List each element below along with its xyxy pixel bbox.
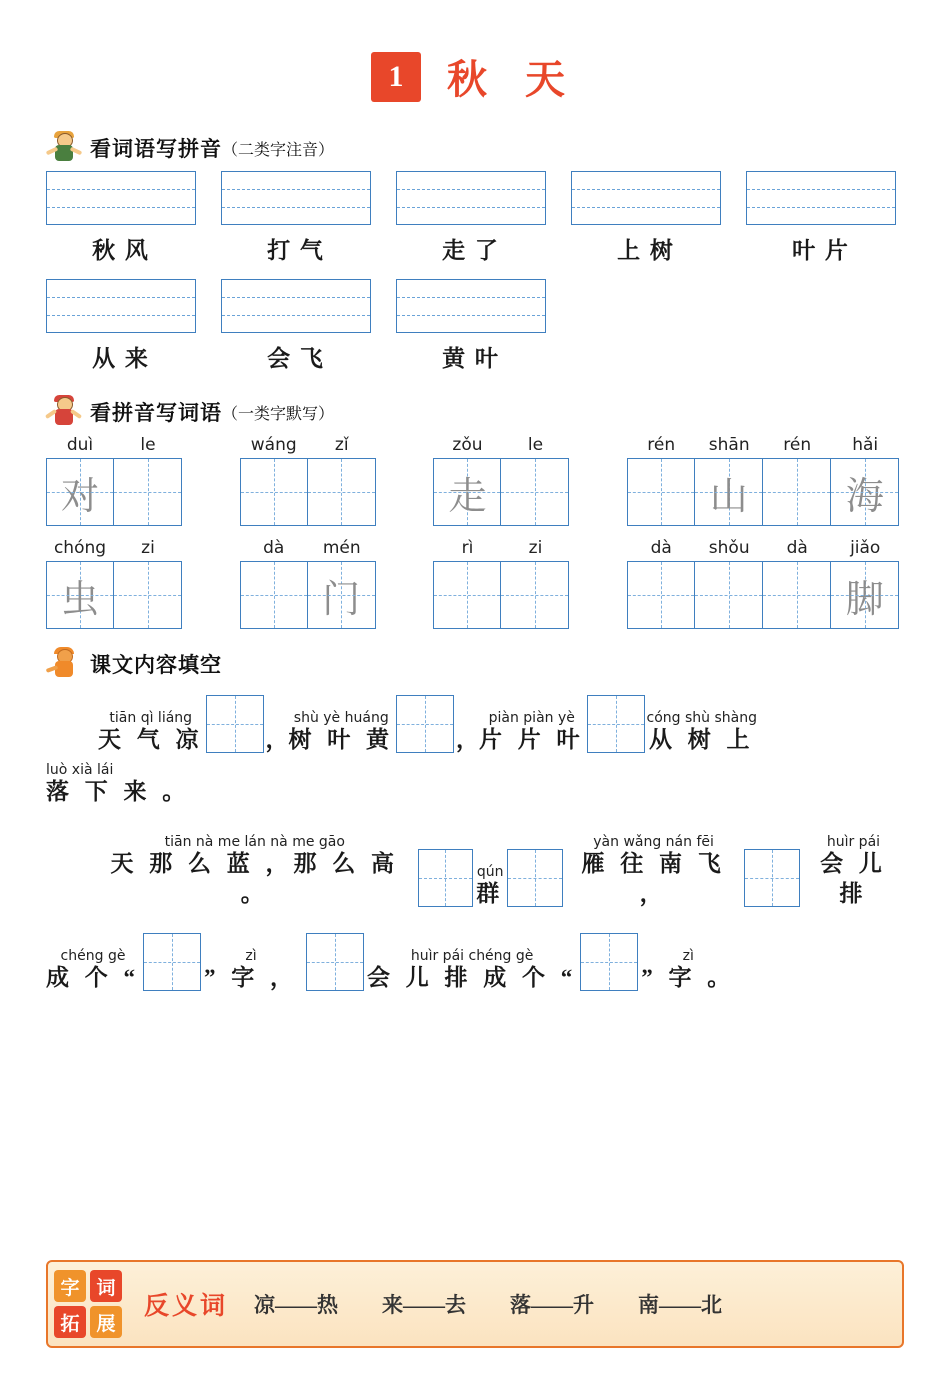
tianzige-group bbox=[433, 458, 627, 526]
written-char bbox=[501, 562, 568, 628]
tianzige-cell[interactable] bbox=[308, 561, 376, 629]
written-char bbox=[763, 562, 830, 628]
ruby-text bbox=[98, 835, 412, 909]
ruby-text bbox=[46, 949, 140, 993]
pinyin-four-line-box[interactable] bbox=[221, 171, 371, 225]
pinyin-four-line-box[interactable] bbox=[396, 171, 546, 225]
ruby-text bbox=[367, 949, 577, 993]
pinyin-syllable: le bbox=[527, 435, 544, 455]
pinyin-write-row-2 bbox=[46, 279, 904, 373]
pinyin-four-line-box[interactable] bbox=[571, 171, 721, 225]
antonym-pair: 来——去 bbox=[382, 1293, 467, 1317]
tianzige-group bbox=[240, 458, 434, 526]
pinyin-four-line-box[interactable] bbox=[396, 279, 546, 333]
word-label: 打 气 bbox=[267, 238, 325, 263]
tianzige-cell[interactable] bbox=[308, 458, 376, 526]
banner-title: 反义词 bbox=[144, 1293, 229, 1320]
written-char bbox=[241, 459, 307, 525]
hanzi-text: 树 叶 黄 bbox=[288, 727, 394, 752]
pinyin-syllable: le bbox=[140, 435, 156, 455]
pinyin-annotation: luò xià lái bbox=[46, 762, 114, 778]
answer-tianzige[interactable] bbox=[143, 933, 201, 991]
answer-tianzige[interactable] bbox=[206, 695, 264, 753]
answer-tianzige[interactable] bbox=[744, 849, 800, 907]
pinyin-four-line-box[interactable] bbox=[221, 279, 371, 333]
pinyin-syllable: zi bbox=[141, 538, 155, 558]
hanzi-text: 成 个 “ bbox=[46, 965, 140, 990]
pinyin-annotation: huìr pái bbox=[826, 834, 881, 850]
pinyin-four-line-box[interactable] bbox=[746, 171, 896, 225]
answer-tianzige[interactable] bbox=[418, 849, 474, 907]
fill-in-line-1 bbox=[46, 695, 904, 755]
tianzige-group bbox=[46, 458, 240, 526]
fill-in-line-4 bbox=[46, 933, 904, 993]
pinyin-labels bbox=[433, 435, 627, 455]
written-char: 对 bbox=[60, 475, 99, 518]
antonym-banner bbox=[46, 1260, 904, 1348]
pinyin-labels bbox=[433, 538, 627, 558]
pinyin-annotation: yàn wǎng nán fēi bbox=[593, 834, 714, 850]
pinyin-syllable: dà bbox=[263, 538, 285, 558]
hanzi-text: 群 bbox=[476, 881, 505, 906]
tianzige-cell[interactable] bbox=[46, 561, 114, 629]
pinyin-labels bbox=[46, 538, 240, 558]
pinyin-syllable: hǎi bbox=[852, 435, 879, 455]
tianzige-cell[interactable] bbox=[627, 458, 695, 526]
fox-icon bbox=[46, 647, 82, 681]
banner-badge bbox=[46, 1262, 130, 1346]
written-char bbox=[501, 459, 568, 525]
written-char: 门 bbox=[322, 578, 361, 621]
tianzige-cell[interactable] bbox=[501, 561, 569, 629]
tianzige-cell[interactable] bbox=[240, 458, 308, 526]
section-title-2: 看拼音写词语 bbox=[90, 401, 222, 425]
ruby-text bbox=[476, 865, 504, 909]
pinyin-four-line-box[interactable] bbox=[46, 279, 196, 333]
word-label: 走 了 bbox=[442, 238, 500, 263]
pinyin-syllable: rén bbox=[647, 435, 676, 455]
pinyin-labels bbox=[240, 435, 434, 455]
ruby-text bbox=[479, 711, 585, 755]
hanzi-text: 会 儿 排 bbox=[820, 851, 887, 906]
lesson-title: 秋 天 bbox=[447, 57, 579, 102]
ruby-text bbox=[647, 711, 757, 755]
pinyin-annotation: tiān nà me lán nà me gāo bbox=[164, 834, 345, 850]
written-char: 海 bbox=[845, 475, 884, 518]
pinyin-syllable: rén bbox=[783, 435, 812, 455]
hanzi-text: 从 树 上 bbox=[648, 727, 755, 752]
tianzige-cell[interactable] bbox=[831, 458, 899, 526]
tianzige-cell[interactable] bbox=[627, 561, 695, 629]
tianzige-cell[interactable] bbox=[501, 458, 569, 526]
pinyin-syllable: dà bbox=[786, 538, 808, 558]
antonym-pair: 南——北 bbox=[638, 1293, 723, 1317]
tianzige-cell[interactable] bbox=[240, 561, 308, 629]
written-char: 走 bbox=[448, 475, 487, 518]
tianzige-cell[interactable] bbox=[831, 561, 899, 629]
page-title bbox=[46, 48, 904, 105]
pinyin-labels bbox=[46, 435, 240, 455]
tianzige-group bbox=[627, 561, 904, 629]
fill-in-line-2 bbox=[46, 763, 904, 807]
pinyin-write-row-1 bbox=[46, 171, 904, 265]
antonym-list bbox=[254, 1289, 766, 1319]
badge-char: 展 bbox=[90, 1306, 122, 1338]
tianzige-cell[interactable] bbox=[46, 458, 114, 526]
pinyin-syllable: shǒu bbox=[708, 538, 750, 558]
hanzi-text: 会 儿 排 成 个 “ bbox=[367, 965, 578, 990]
tianzige-cell[interactable] bbox=[433, 458, 501, 526]
tianzige-group bbox=[433, 561, 627, 629]
tianzige-group bbox=[240, 561, 434, 629]
punctuation: ， bbox=[265, 727, 289, 752]
written-char bbox=[308, 459, 375, 525]
word-label: 上 树 bbox=[617, 238, 675, 263]
hanzi-text: 雁 往 南 飞 ， bbox=[581, 851, 726, 906]
pinyin-labels bbox=[627, 538, 904, 558]
boy-with-hat-icon bbox=[46, 131, 82, 165]
pinyin-four-line-box[interactable] bbox=[46, 171, 196, 225]
pinyin-syllable: jiǎo bbox=[850, 538, 881, 558]
answer-tianzige[interactable] bbox=[580, 933, 638, 991]
answer-tianzige[interactable] bbox=[396, 695, 454, 753]
written-char bbox=[628, 562, 694, 628]
tianzige-cell[interactable] bbox=[695, 561, 763, 629]
pinyin-syllable: chóng bbox=[53, 538, 107, 558]
word-label: 秋 风 bbox=[92, 238, 150, 263]
punctuation: ， bbox=[456, 727, 479, 752]
ruby-text bbox=[46, 763, 190, 807]
answer-tianzige[interactable] bbox=[306, 933, 364, 991]
pinyin-syllable: zǐ bbox=[334, 435, 349, 455]
pinyin-annotation: chéng gè bbox=[60, 948, 126, 964]
ruby-text bbox=[204, 949, 298, 993]
ruby-text bbox=[566, 835, 741, 909]
antonym-pair: 凉——热 bbox=[254, 1293, 339, 1317]
tianzige-cell[interactable] bbox=[114, 561, 182, 629]
hanzi-text: ” 字 。 bbox=[641, 965, 736, 990]
written-char: 脚 bbox=[845, 578, 884, 621]
tianzige-cell[interactable] bbox=[433, 561, 501, 629]
fill-in-line-3 bbox=[46, 835, 904, 909]
word-label: 会 飞 bbox=[267, 346, 325, 371]
ruby-text bbox=[98, 711, 204, 755]
answer-tianzige[interactable] bbox=[507, 849, 563, 907]
written-char bbox=[434, 562, 500, 628]
pinyin-syllable: mén bbox=[322, 538, 361, 558]
written-char: 山 bbox=[709, 475, 748, 518]
ruby-text bbox=[641, 949, 735, 993]
written-char bbox=[763, 459, 830, 525]
section-header-1 bbox=[46, 131, 904, 165]
hanzi-text: 片 片 叶 bbox=[479, 727, 585, 752]
tianzige-group bbox=[46, 561, 240, 629]
hanzi-text: 天 气 凉 bbox=[98, 727, 204, 752]
worksheet-page bbox=[0, 48, 950, 1392]
pinyin-annotation: qún bbox=[476, 864, 504, 880]
written-char bbox=[628, 459, 694, 525]
pinyin-annotation: zì bbox=[682, 948, 694, 964]
badge-char: 拓 bbox=[54, 1306, 86, 1338]
written-char bbox=[695, 562, 762, 628]
tianzige-group bbox=[627, 458, 904, 526]
hanzi-text: 天 那 么 蓝 ，那 么 高 。 bbox=[110, 851, 400, 906]
section-note-2: （一类字默写） bbox=[222, 405, 335, 423]
badge-char: 词 bbox=[90, 1270, 122, 1302]
pinyin-syllable: duì bbox=[66, 435, 94, 455]
girl-pointing-icon bbox=[46, 395, 82, 429]
tianzige-cell[interactable] bbox=[763, 561, 831, 629]
pinyin-syllable: rì bbox=[461, 538, 474, 558]
hanzi-text: 落 下 来 。 bbox=[46, 779, 191, 804]
pinyin-to-word-row-1 bbox=[46, 435, 904, 526]
hanzi-text: ” 字 ， bbox=[204, 965, 298, 990]
pinyin-syllable: zi bbox=[528, 538, 543, 558]
tianzige-cell[interactable] bbox=[114, 458, 182, 526]
word-label: 黄 叶 bbox=[442, 346, 500, 371]
written-char: 虫 bbox=[60, 578, 99, 621]
word-label: 从 来 bbox=[92, 346, 150, 371]
ruby-text bbox=[289, 711, 395, 755]
section-header-3 bbox=[46, 647, 904, 681]
pinyin-labels bbox=[240, 538, 434, 558]
badge-char: 字 bbox=[54, 1270, 86, 1302]
tianzige-cell[interactable] bbox=[695, 458, 763, 526]
pinyin-labels bbox=[627, 435, 904, 455]
pinyin-syllable: dà bbox=[650, 538, 672, 558]
pinyin-annotation: shù yè huáng bbox=[293, 710, 389, 726]
written-char bbox=[241, 562, 307, 628]
written-char bbox=[114, 562, 181, 628]
section-note-1: （二类字注音） bbox=[222, 141, 335, 159]
written-char bbox=[114, 459, 181, 525]
lesson-number-badge: 1 bbox=[371, 52, 421, 102]
section-title-3: 课文内容填空 bbox=[90, 653, 222, 677]
tianzige-cell[interactable] bbox=[763, 458, 831, 526]
pinyin-annotation: zì bbox=[245, 948, 257, 964]
pinyin-syllable: wáng bbox=[250, 435, 297, 455]
pinyin-to-word-row-2 bbox=[46, 538, 904, 629]
answer-tianzige[interactable] bbox=[587, 695, 645, 753]
pinyin-annotation: tiān qì liáng bbox=[109, 710, 193, 726]
pinyin-annotation: cóng shù shàng bbox=[646, 710, 757, 726]
pinyin-annotation: piàn piàn yè bbox=[488, 710, 575, 726]
word-label: 叶 片 bbox=[792, 238, 850, 263]
pinyin-syllable: shān bbox=[708, 435, 750, 455]
section-header-2 bbox=[46, 395, 904, 429]
pinyin-syllable: zǒu bbox=[452, 435, 483, 455]
antonym-pair: 落——升 bbox=[510, 1293, 595, 1317]
ruby-text bbox=[803, 835, 904, 909]
section-title-1: 看词语写拼音 bbox=[90, 137, 222, 161]
pinyin-annotation: huìr pái chéng gè bbox=[410, 948, 534, 964]
